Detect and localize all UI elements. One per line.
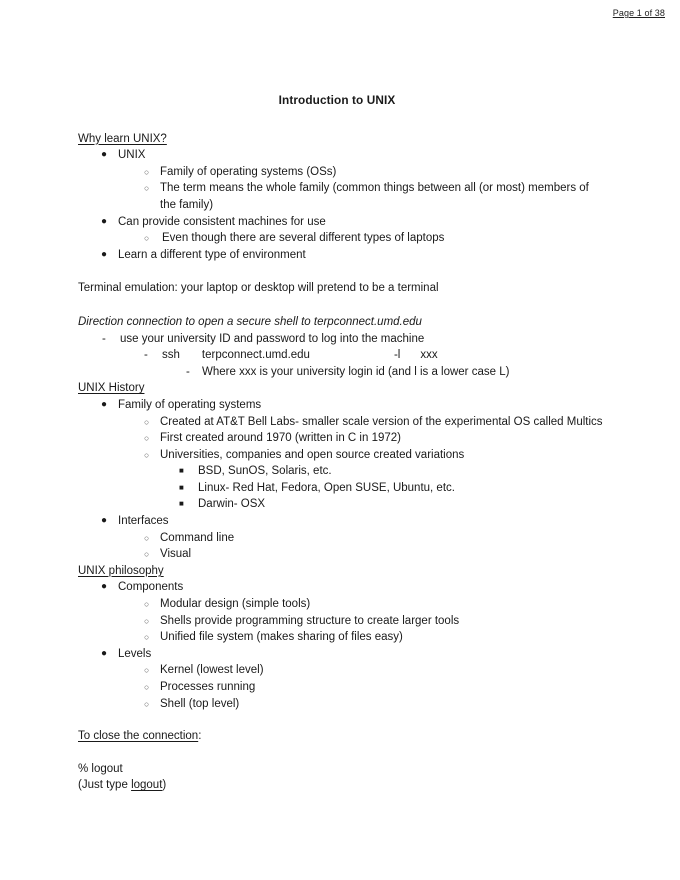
bullet-row <box>78 430 608 447</box>
list-item-label: Darwin- OSX <box>198 498 266 511</box>
list-item-label: Visual <box>160 548 192 561</box>
bullet-row <box>78 496 608 513</box>
list-item-label: Command line <box>160 531 235 544</box>
bullet-row <box>78 247 608 264</box>
list-item <box>78 214 608 247</box>
sublist-unix <box>78 164 608 214</box>
list-item <box>78 679 608 696</box>
logout-command: % logout <box>78 762 123 775</box>
spacer <box>78 745 608 761</box>
bullet-row <box>78 530 608 547</box>
bullet-row <box>78 513 608 530</box>
bullet-row <box>78 347 608 364</box>
bullet-row <box>78 214 608 231</box>
list-item-label: Kernel (lowest level) <box>160 664 264 677</box>
list-item-label: UNIX <box>118 149 146 162</box>
bullet-row <box>78 480 608 497</box>
list-item <box>78 247 608 264</box>
ssh-username-placeholder: xxx <box>420 349 438 362</box>
disc-bullet-icon: ● <box>101 647 108 659</box>
section-heading-unix-philosophy <box>78 563 608 580</box>
page-number-label: Page 1 of 38 <box>612 8 665 18</box>
section-heading-label: UNIX History <box>78 382 145 395</box>
disc-bullet-icon: ● <box>101 149 108 161</box>
circle-bullet-icon: ○ <box>144 416 150 427</box>
list-item <box>78 447 608 513</box>
list-item <box>78 164 608 181</box>
list-item <box>78 180 608 213</box>
square-bullet-icon: ■ <box>179 482 184 492</box>
list-unix-philosophy <box>78 579 608 712</box>
list-item <box>78 530 608 547</box>
spacer <box>78 297 608 314</box>
page-header <box>613 7 665 19</box>
list-item <box>78 397 608 513</box>
list-item <box>78 579 608 645</box>
sublist-levels <box>78 662 608 712</box>
list-item-label: Levels <box>118 647 152 660</box>
disc-bullet-icon: ● <box>101 215 108 227</box>
bullet-row <box>78 331 608 348</box>
list-item <box>78 613 608 630</box>
circle-bullet-icon: ○ <box>144 698 150 709</box>
list-item-label: Shells provide programming structure to create larger tools <box>160 614 460 627</box>
list-why-learn-unix <box>78 147 608 263</box>
list-item-label: Learn a different type of environment <box>118 248 306 261</box>
disc-bullet-icon: ● <box>101 398 108 410</box>
bullet-row <box>78 546 608 563</box>
list-item <box>78 147 608 213</box>
circle-bullet-icon: ○ <box>144 599 150 610</box>
bullet-row <box>78 164 608 181</box>
spacer <box>78 263 608 280</box>
circle-bullet-icon: ○ <box>144 549 150 560</box>
bullet-row <box>78 679 608 696</box>
square-bullet-icon: ■ <box>179 499 184 509</box>
list-item-label: Created at AT&T Bell Labs- smaller scale version of the experimental OS called Multics <box>160 415 603 428</box>
list-item-label: Where xxx is your university login id (and l is a lower case L) <box>202 365 510 378</box>
list-item <box>78 480 608 497</box>
sublist-interfaces <box>78 530 608 563</box>
bullet-row <box>78 662 608 679</box>
list-item <box>78 646 608 712</box>
document-body <box>78 92 608 794</box>
bullet-row <box>78 397 608 414</box>
circle-bullet-icon: ○ <box>144 615 150 626</box>
ssh-command-line <box>162 347 608 364</box>
dash-bullet-icon: - <box>186 365 190 378</box>
paragraph-direct-connection: Direction connection to open a secure shell to terpconnect.umd.edu <box>78 315 422 328</box>
sublist-family-of-os <box>78 414 608 514</box>
spacer <box>78 712 608 728</box>
list-item-label: Interfaces <box>118 515 169 528</box>
sublist-ssh-note <box>78 364 608 381</box>
list-item <box>78 596 608 613</box>
bullet-row <box>78 414 608 431</box>
bullet-row <box>78 147 608 164</box>
list-item-label: Shell (top level) <box>160 697 240 710</box>
sublist-unix-variations <box>78 463 608 513</box>
list-item-label: Family of operating systems <box>118 398 262 411</box>
list-item <box>78 230 608 247</box>
sublist-components <box>78 596 608 646</box>
circle-bullet-icon: ○ <box>144 632 150 643</box>
list-item <box>78 546 608 563</box>
square-bullet-icon: ■ <box>179 466 184 476</box>
list-item <box>78 629 608 646</box>
list-item <box>78 414 608 431</box>
list-item-label: Unified file system (makes sharing of files easy) <box>160 631 403 644</box>
section-heading-close-connection <box>78 728 608 745</box>
list-item <box>78 513 608 563</box>
bullet-row <box>78 629 608 646</box>
list-direct-connection <box>78 331 608 381</box>
list-item <box>78 364 608 381</box>
dash-bullet-icon: - <box>144 349 148 362</box>
page-title: Introduction to UNIX <box>278 93 396 107</box>
bullet-row <box>78 447 608 464</box>
list-item-label: The term means the whole family (common things between all (or most) members of the family) <box>160 182 589 211</box>
logout-note-suffix: ) <box>162 779 167 792</box>
circle-bullet-icon: ○ <box>144 682 150 692</box>
logout-note-emphasis: logout <box>131 779 163 792</box>
bullet-row <box>78 364 608 381</box>
circle-bullet-icon: ○ <box>144 233 150 244</box>
bullet-row <box>78 596 608 613</box>
bullet-row <box>78 613 608 630</box>
section-heading-why-learn-unix <box>78 131 608 148</box>
circle-bullet-icon: ○ <box>144 449 150 460</box>
bullet-row <box>78 579 608 596</box>
list-item-label: Processes running <box>160 681 256 693</box>
bullet-row <box>78 180 608 213</box>
disc-bullet-icon: ● <box>101 248 108 260</box>
list-item-label: First created around 1970 (written in C in 1972) <box>160 432 401 445</box>
logout-note-prefix: (Just type <box>78 779 132 792</box>
ssh-flag-label: -l <box>393 349 401 362</box>
ssh-command-keyword: ssh <box>162 349 180 362</box>
list-item-label: use your university ID and password to log into the machine <box>120 332 425 345</box>
disc-bullet-icon: ● <box>101 581 108 593</box>
bullet-row <box>78 696 608 713</box>
list-item-label: Universities, companies and open source created variations <box>160 448 465 461</box>
sublist-consistent-machines <box>78 230 608 247</box>
list-item-label: Even though there are several different types of laptops <box>162 232 445 245</box>
section-heading-unix-history <box>78 380 608 397</box>
sublist-ssh-command <box>78 347 608 380</box>
dash-bullet-icon: - <box>102 332 106 345</box>
section-heading-colon: : <box>198 730 202 743</box>
list-item-label: Linux- Red Hat, Fedora, Open SUSE, Ubuntu, etc. <box>198 481 455 494</box>
circle-bullet-icon: ○ <box>144 166 150 177</box>
list-item <box>78 496 608 513</box>
list-item <box>78 331 608 381</box>
paragraph-terminal-emulation: Terminal emulation: your laptop or desktop will pretend to be a terminal <box>78 282 439 295</box>
circle-bullet-icon: ○ <box>144 183 150 194</box>
list-item <box>78 463 608 480</box>
logout-note <box>78 777 608 794</box>
disc-bullet-icon: ● <box>101 515 108 527</box>
bullet-row <box>78 463 608 480</box>
list-item-label: BSD, SunOS, Solaris, etc. <box>198 465 332 478</box>
list-item <box>78 662 608 679</box>
ssh-host-label: terpconnect.umd.edu <box>201 349 310 362</box>
list-item-label: Can provide consistent machines for use <box>118 215 326 228</box>
circle-bullet-icon: ○ <box>144 433 150 444</box>
bullet-row <box>78 230 608 247</box>
list-unix-history <box>78 397 608 563</box>
list-item-label: Family of operating systems (OSs) <box>160 165 337 178</box>
list-item <box>78 696 608 713</box>
list-item-label: Modular design (simple tools) <box>160 598 311 611</box>
section-heading-label: Why learn UNIX? <box>78 132 167 145</box>
bullet-row <box>78 646 608 663</box>
circle-bullet-icon: ○ <box>144 665 150 676</box>
list-item <box>78 430 608 447</box>
section-heading-label: To close the connection <box>78 730 199 743</box>
section-heading-label: UNIX philosophy <box>78 564 164 577</box>
list-item-label: Components <box>118 581 184 594</box>
list-item <box>78 347 608 380</box>
circle-bullet-icon: ○ <box>144 532 150 543</box>
